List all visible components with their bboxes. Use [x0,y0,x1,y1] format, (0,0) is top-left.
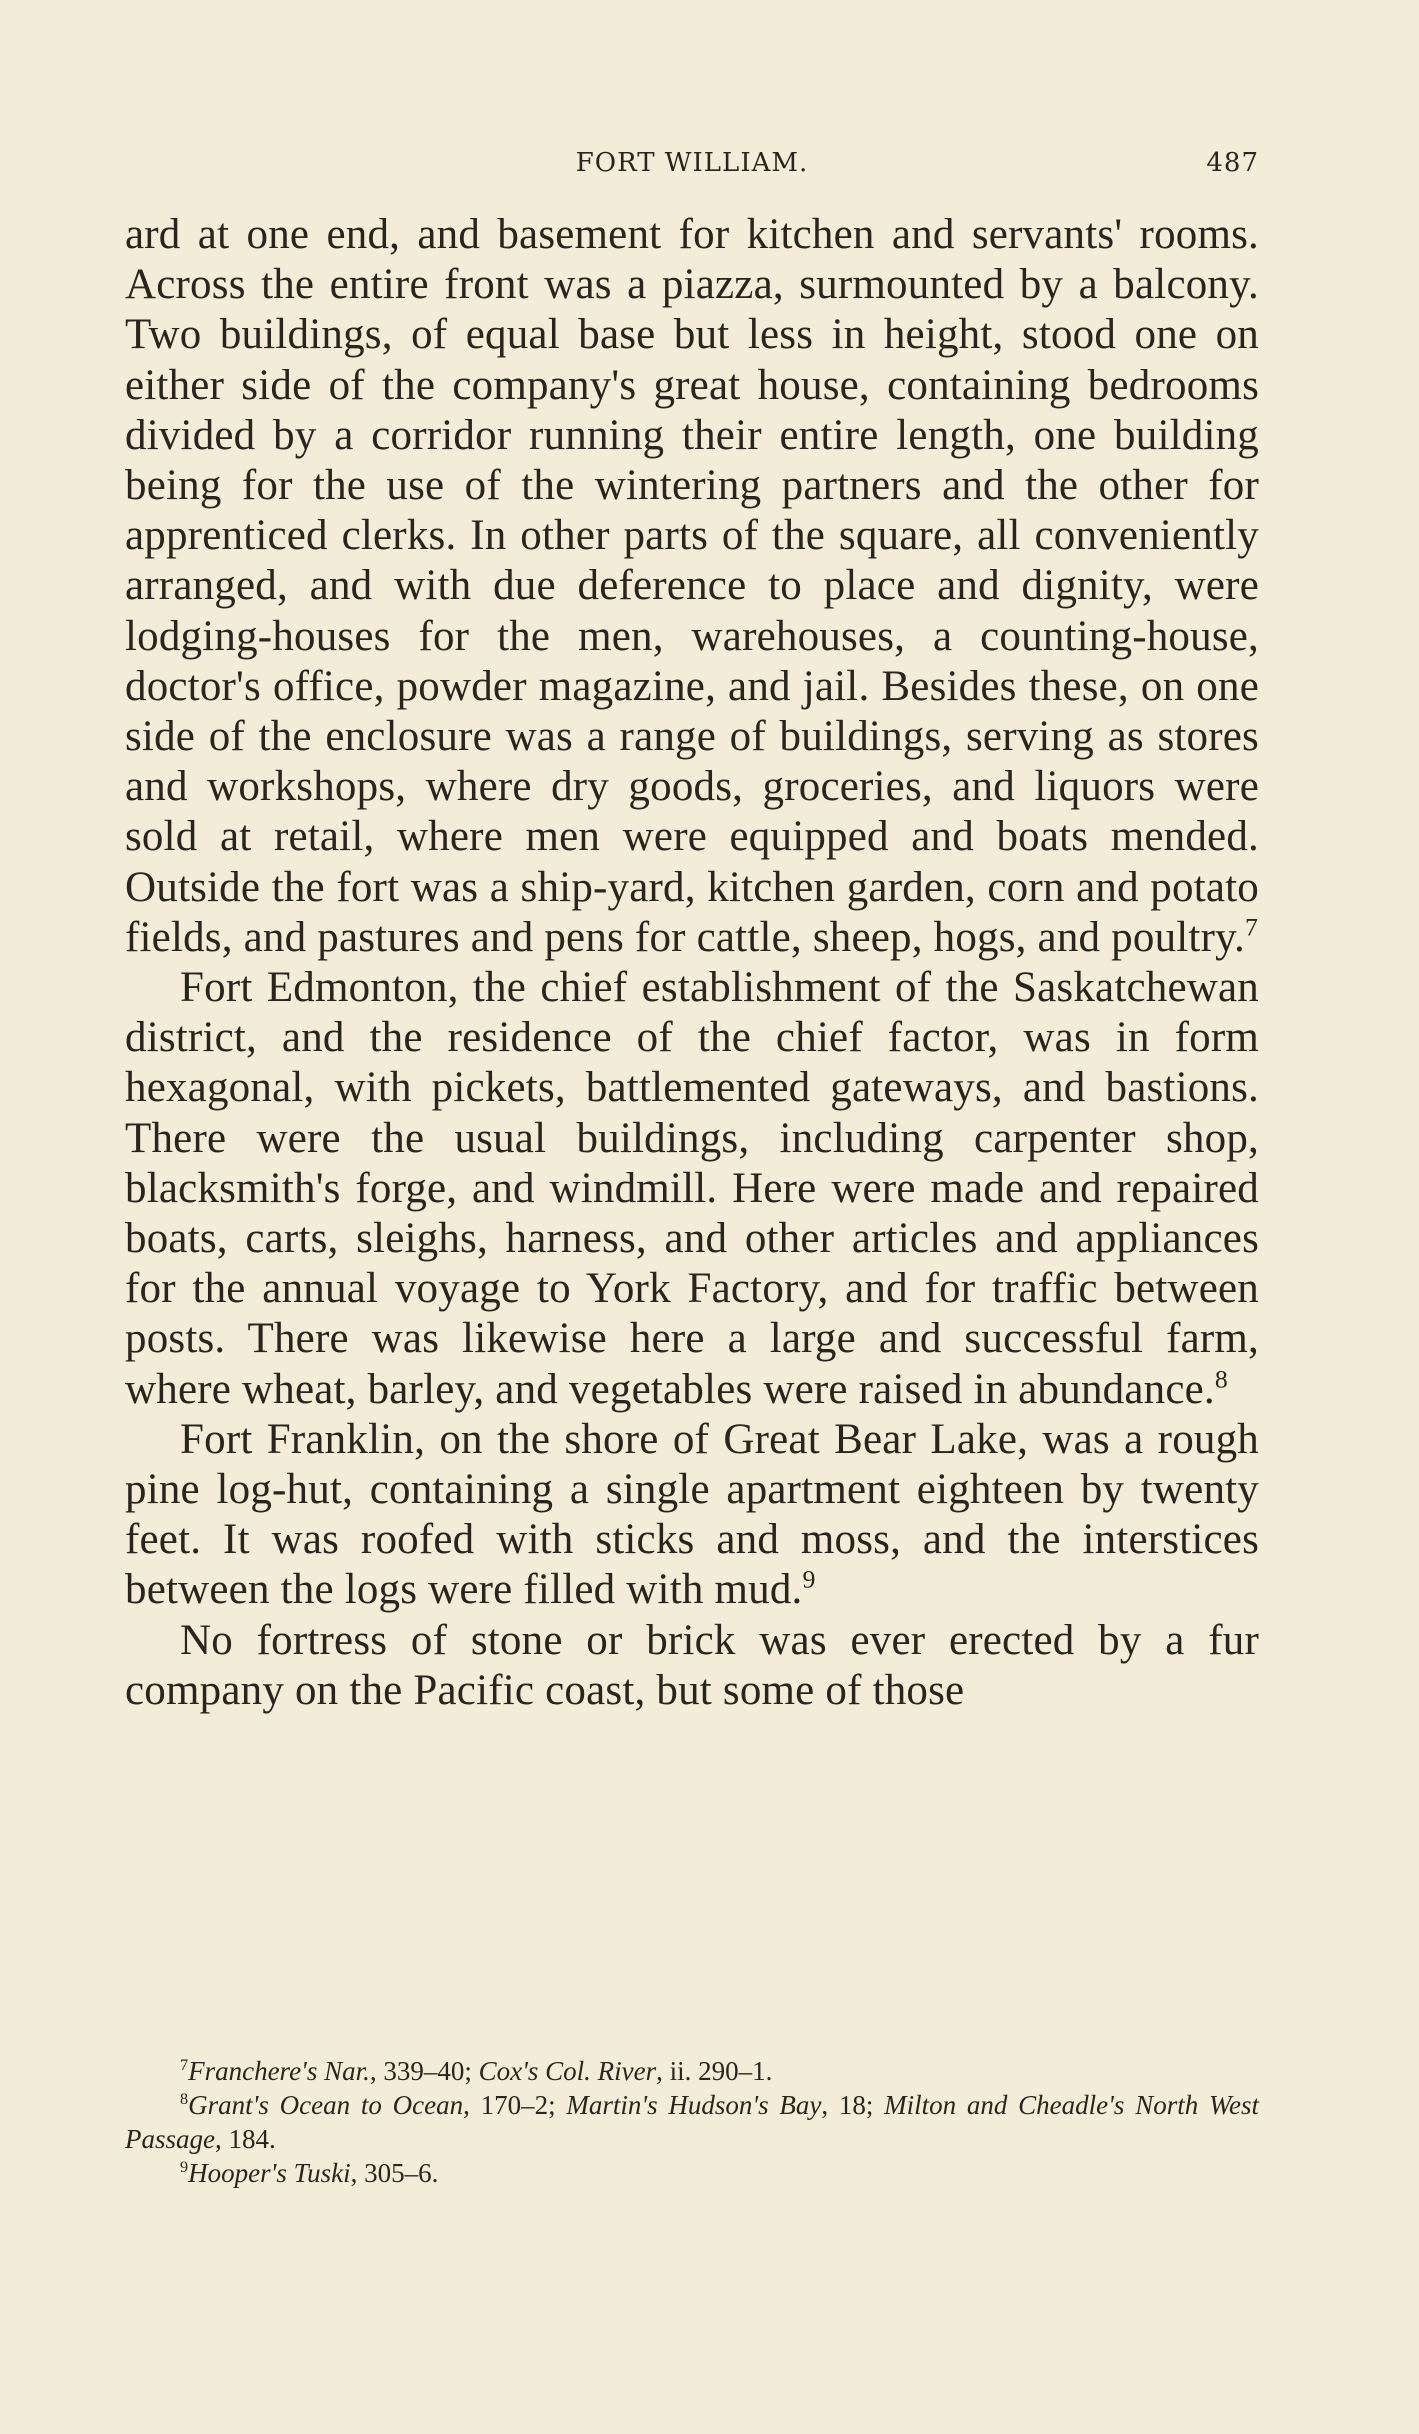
footnote [125,2156,1259,2190]
paragraph-text: Fort Franklin, on the shore of Great Bear Lake, was a rough pine log-hut, containing a single apartment eighteen by twenty feet. It was roofed with sticks and moss, and the interstices between the logs were filled with mud. [125,1415,1259,1614]
footnote-citation: , 18; [821,2090,885,2120]
page-title: FORT WILLIAM. [575,148,809,178]
paragraph-text: No fortress of stone or brick was ever erected by a fur company on the Pacific coast, but some of those [125,1616,1259,1714]
footnote-citation: , 170–2; [463,2090,567,2120]
footnotes [125,2054,1259,2190]
footnote-number: 8 [180,2090,189,2108]
paragraph [125,963,1259,1415]
footnote-citation: , 305–6. [350,2158,439,2188]
footnote-citation: , ii. 290–1. [656,2056,773,2086]
footnote-citation: Martin's Hudson's Bay [566,2090,822,2120]
footnote-number: 9 [180,2158,189,2176]
footnote-citation: , 184. [215,2124,276,2154]
footnote-citation: Grant's Ocean to Ocean [188,2090,464,2120]
footnote-number: 7 [180,2056,189,2074]
body-text [125,210,1259,1716]
footnote-marker: 7 [1244,912,1259,942]
footnote-citation: Hooper's Tuski [188,2158,351,2188]
paragraph [125,210,1259,963]
footnote [125,2088,1259,2156]
running-head [125,148,1259,188]
paragraph [125,1415,1259,1616]
paragraph-text: Fort Edmonton, the chief establishment of the Saskatchewan district, and the residence of the chief factor, was in form hexagonal, with pickets, battlemented gateways, and bastions. There were the usual buildings, including carpenter shop, blacksmith's forge, and windmill. Here were made and repaired boats, carts, sleighs, harness, and other articles and appliances for the annual voyage to York Factory, and for traffic between posts. There was likewise here a large and successful farm, where wheat, barley, and vegetables were raised in abundance. [125,964,1259,1413]
footnote-citation: Milton and Cheadle's North West Passage [125,2090,1259,2154]
paragraph-text: ard at one end, and basement for kitchen and servants' rooms. Across the entire front was a piazza, surmounted by a balcony. Two buildings, of equal base but less in height, stood one on either side of the company's great house, containing bedrooms divided by a corridor running their entire length, one building being for the use of the wintering partners and the other for apprenticed clerks. In other parts of the square, all conveniently arranged, and with due deference to place and dignity, were lodging-houses for the men, warehouses, a counting-house, doctor's office, powder magazine, and jail. Besides these, on one side of the enclosure was a range of buildings, serving as stores and workshops, where dry goods, groceries, and liquors were sold at retail, where men were equipped and boats mended. Outside the fort was a ship-yard, kitchen garden, corn and potato fields, and pastures and pens for cattle, sheep, hogs, and poultry. [125,211,1259,961]
footnote [125,2054,1259,2088]
paragraph [125,1616,1259,1716]
footnote-citation: Cox's Col. River [478,2056,657,2086]
footnote-citation: Franchere's Nar. [188,2056,370,2086]
footnote-citation: , 339–40; [369,2056,479,2086]
footnote-marker: 9 [802,1565,816,1595]
footnote-marker: 8 [1214,1364,1228,1394]
page-number: 487 [1206,148,1259,178]
